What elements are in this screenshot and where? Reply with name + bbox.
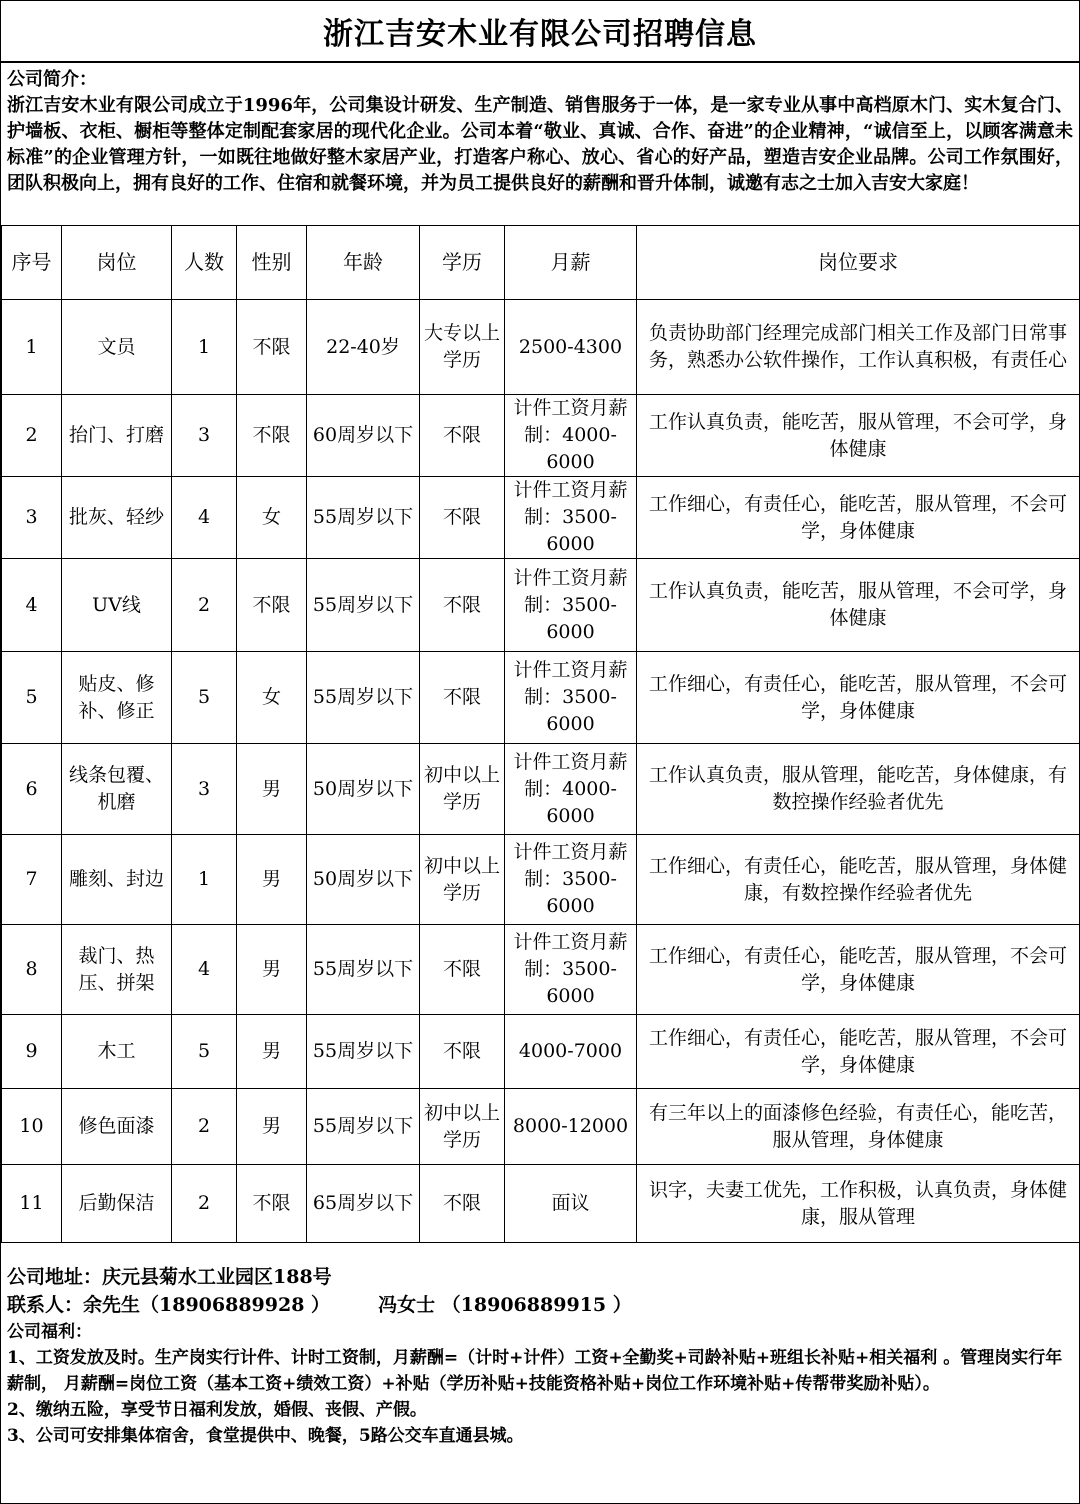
cell-age: 60周岁以下 — [307, 395, 420, 477]
cell-no: 10 — [2, 1089, 62, 1165]
header-no: 序号 — [2, 226, 62, 300]
cell-post: 贴皮、修补、修正 — [62, 652, 172, 744]
cell-age: 65周岁以下 — [307, 1165, 420, 1243]
table-row — [2, 300, 1080, 395]
cell-pay: 2500-4300 — [505, 300, 637, 395]
header-requirement: 岗位要求 — [637, 226, 1080, 300]
cell-edu: 不限 — [420, 477, 505, 559]
cell-requirement: 工作认真负责，能吃苦，服从管理，不会可学，身体健康 — [637, 559, 1080, 652]
cell-requirement: 有三年以上的面漆修色经验，有责任心，能吃苦，服从管理，身体健康 — [637, 1089, 1080, 1165]
cell-gender: 不限 — [237, 300, 307, 395]
cell-gender: 女 — [237, 477, 307, 559]
contact-line — [7, 1291, 1073, 1319]
cell-post: 修色面漆 — [62, 1089, 172, 1165]
cell-edu: 不限 — [420, 395, 505, 477]
table-row — [2, 652, 1080, 744]
cell-count: 5 — [172, 1015, 237, 1089]
cell-no: 9 — [2, 1015, 62, 1089]
table-row — [2, 925, 1080, 1015]
table-row — [2, 1015, 1080, 1089]
cell-pay: 8000-12000 — [505, 1089, 637, 1165]
cell-gender: 不限 — [237, 559, 307, 652]
cell-gender: 男 — [237, 1015, 307, 1089]
cell-requirement: 工作认真负责，服从管理，能吃苦，身体健康，有数控操作经验者优先 — [637, 744, 1080, 835]
company-intro — [7, 67, 1073, 197]
cell-pay: 计件工资月薪制：3500-6000 — [505, 835, 637, 925]
cell-no: 5 — [2, 652, 62, 744]
header-post: 岗位 — [62, 226, 172, 300]
header-gender: 性别 — [237, 226, 307, 300]
cell-no: 2 — [2, 395, 62, 477]
cell-post: 裁门、热压、拼架 — [62, 925, 172, 1015]
cell-pay: 4000-7000 — [505, 1015, 637, 1089]
table-row — [2, 1089, 1080, 1165]
cell-requirement: 工作认真负责，能吃苦，服从管理，不会可学，身体健康 — [637, 395, 1080, 477]
cell-pay: 计件工资月薪制：4000-6000 — [505, 395, 637, 477]
cell-age: 55周岁以下 — [307, 477, 420, 559]
cell-no: 8 — [2, 925, 62, 1015]
cell-post: 文员 — [62, 300, 172, 395]
cell-pay: 计件工资月薪制：4000-6000 — [505, 744, 637, 835]
footer — [7, 1263, 1073, 1449]
cell-count: 2 — [172, 1089, 237, 1165]
cell-pay: 计件工资月薪制：3500-6000 — [505, 559, 637, 652]
cell-requirement: 工作细心，有责任心，能吃苦，服从管理，不会可学，身体健康 — [637, 925, 1080, 1015]
cell-age: 50周岁以下 — [307, 835, 420, 925]
job-table — [1, 225, 1080, 1243]
cell-requirement: 识字，夫妻工优先，工作积极，认真负责，身体健康，服从管理 — [637, 1165, 1080, 1243]
cell-pay: 计件工资月薪制：3500-6000 — [505, 925, 637, 1015]
cell-no: 1 — [2, 300, 62, 395]
table-row — [2, 559, 1080, 652]
cell-age: 55周岁以下 — [307, 1015, 420, 1089]
cell-pay: 面议 — [505, 1165, 637, 1243]
welfare-item-1: 1、工资发放及时。生产岗实行计件、计时工资制，月薪酬=（计时+计件）工资+全勤奖+司龄补贴+班组长补贴+相关福利 。管理岗实行年薪制， 月薪酬=岗位工资（基本工资+绩效工资）+补贴（学历补贴+技能资格补贴+岗位工作环境补贴+传帮带奖励补贴）。 — [7, 1348, 1063, 1394]
cell-no: 7 — [2, 835, 62, 925]
cell-post: 雕刻、封边 — [62, 835, 172, 925]
cell-gender: 不限 — [237, 1165, 307, 1243]
cell-edu: 不限 — [420, 1165, 505, 1243]
cell-edu: 不限 — [420, 652, 505, 744]
cell-post: UV线 — [62, 559, 172, 652]
cell-edu: 大专以上学历 — [420, 300, 505, 395]
contact-1: 余先生（18906889928 ） — [83, 1294, 331, 1316]
cell-requirement: 工作细心，有责任心，能吃苦，服从管理，不会可学，身体健康 — [637, 477, 1080, 559]
cell-count: 1 — [172, 300, 237, 395]
header-pay: 月薪 — [505, 226, 637, 300]
cell-gender: 女 — [237, 652, 307, 744]
cell-requirement: 工作细心，有责任心，能吃苦，服从管理，不会可学，身体健康 — [637, 1015, 1080, 1089]
table-body — [2, 300, 1080, 1243]
cell-post: 线条包覆、机磨 — [62, 744, 172, 835]
table-row — [2, 835, 1080, 925]
cell-no: 3 — [2, 477, 62, 559]
welfare-item-3: 3、公司可安排集体宿舍，食堂提供中、晚餐，5路公交车直通县城。 — [7, 1426, 524, 1446]
cell-requirement: 负责协助部门经理完成部门相关工作及部门日常事务，熟悉办公软件操作，工作认真积极，有责任心 — [637, 300, 1080, 395]
cell-no: 6 — [2, 744, 62, 835]
cell-no: 11 — [2, 1165, 62, 1243]
cell-count: 3 — [172, 744, 237, 835]
cell-gender: 男 — [237, 835, 307, 925]
cell-count: 4 — [172, 477, 237, 559]
cell-count: 2 — [172, 559, 237, 652]
cell-post: 后勤保洁 — [62, 1165, 172, 1243]
welfare-item-2: 2、缴纳五险，享受节日福利发放，婚假、丧假、产假。 — [7, 1400, 427, 1420]
cell-age: 55周岁以下 — [307, 1089, 420, 1165]
table-row — [2, 395, 1080, 477]
cell-gender: 男 — [237, 1089, 307, 1165]
cell-edu: 初中以上学历 — [420, 835, 505, 925]
cell-gender: 不限 — [237, 395, 307, 477]
header-edu: 学历 — [420, 226, 505, 300]
cell-age: 50周岁以下 — [307, 744, 420, 835]
cell-edu: 不限 — [420, 925, 505, 1015]
cell-edu: 初中以上学历 — [420, 1089, 505, 1165]
table-header-row — [2, 226, 1080, 300]
cell-count: 4 — [172, 925, 237, 1015]
header-count: 人数 — [172, 226, 237, 300]
cell-edu: 不限 — [420, 1015, 505, 1089]
header-age: 年龄 — [307, 226, 420, 300]
cell-count: 2 — [172, 1165, 237, 1243]
cell-post: 木工 — [62, 1015, 172, 1089]
cell-count: 3 — [172, 395, 237, 477]
cell-age: 55周岁以下 — [307, 559, 420, 652]
cell-age: 55周岁以下 — [307, 925, 420, 1015]
cell-requirement: 工作细心，有责任心，能吃苦，服从管理，身体健康，有数控操作经验者优先 — [637, 835, 1080, 925]
cell-edu: 初中以上学历 — [420, 744, 505, 835]
table-row — [2, 477, 1080, 559]
cell-pay: 计件工资月薪制：3500-6000 — [505, 477, 637, 559]
cell-count: 1 — [172, 835, 237, 925]
page-title: 浙江吉安木业有限公司招聘信息 — [1, 1, 1079, 63]
cell-post: 批灰、轻纱 — [62, 477, 172, 559]
cell-gender: 男 — [237, 744, 307, 835]
cell-age: 22-40岁 — [307, 300, 420, 395]
cell-post: 抬门、打磨 — [62, 395, 172, 477]
table-row — [2, 744, 1080, 835]
welfare-label: 公司福利： — [7, 1322, 92, 1342]
contact-2: 冯女士 （18906889915 ） — [378, 1294, 632, 1316]
contact-label: 联系人： — [7, 1294, 84, 1316]
intro-text: 浙江吉安木业有限公司成立于1996年，公司集设计研发、生产制造、销售服务于一体，是一家专业从事中高档原木门、实木复合门、护墙板、衣柜、橱柜等整体定制配套家居的现代化企业。公司本着“敬业、真诚、合作、奋进”的企业精神，“诚信至上，以顾客满意未标准”的企业管理方针，一如既往地做好整木家居产业，打造客户称心、放心、省心的好产品，塑造吉安企业品牌。公司工作氛围好，团队积极向上，拥有良好的工作、住宿和就餐环境，并为员工提供良好的薪酬和晋升体制，诚邀有志之士加入吉安大家庭！ — [7, 95, 1073, 194]
cell-gender: 男 — [237, 925, 307, 1015]
cell-no: 4 — [2, 559, 62, 652]
cell-age: 55周岁以下 — [307, 652, 420, 744]
cell-pay: 计件工资月薪制：3500-6000 — [505, 652, 637, 744]
cell-edu: 不限 — [420, 559, 505, 652]
address: 公司地址：庆元县菊水工业园区188号 — [7, 1266, 332, 1288]
intro-label: 公司简介： — [7, 69, 97, 90]
cell-requirement: 工作细心，有责任心，能吃苦，服从管理，不会可学，身体健康 — [637, 652, 1080, 744]
table-row — [2, 1165, 1080, 1243]
cell-count: 5 — [172, 652, 237, 744]
